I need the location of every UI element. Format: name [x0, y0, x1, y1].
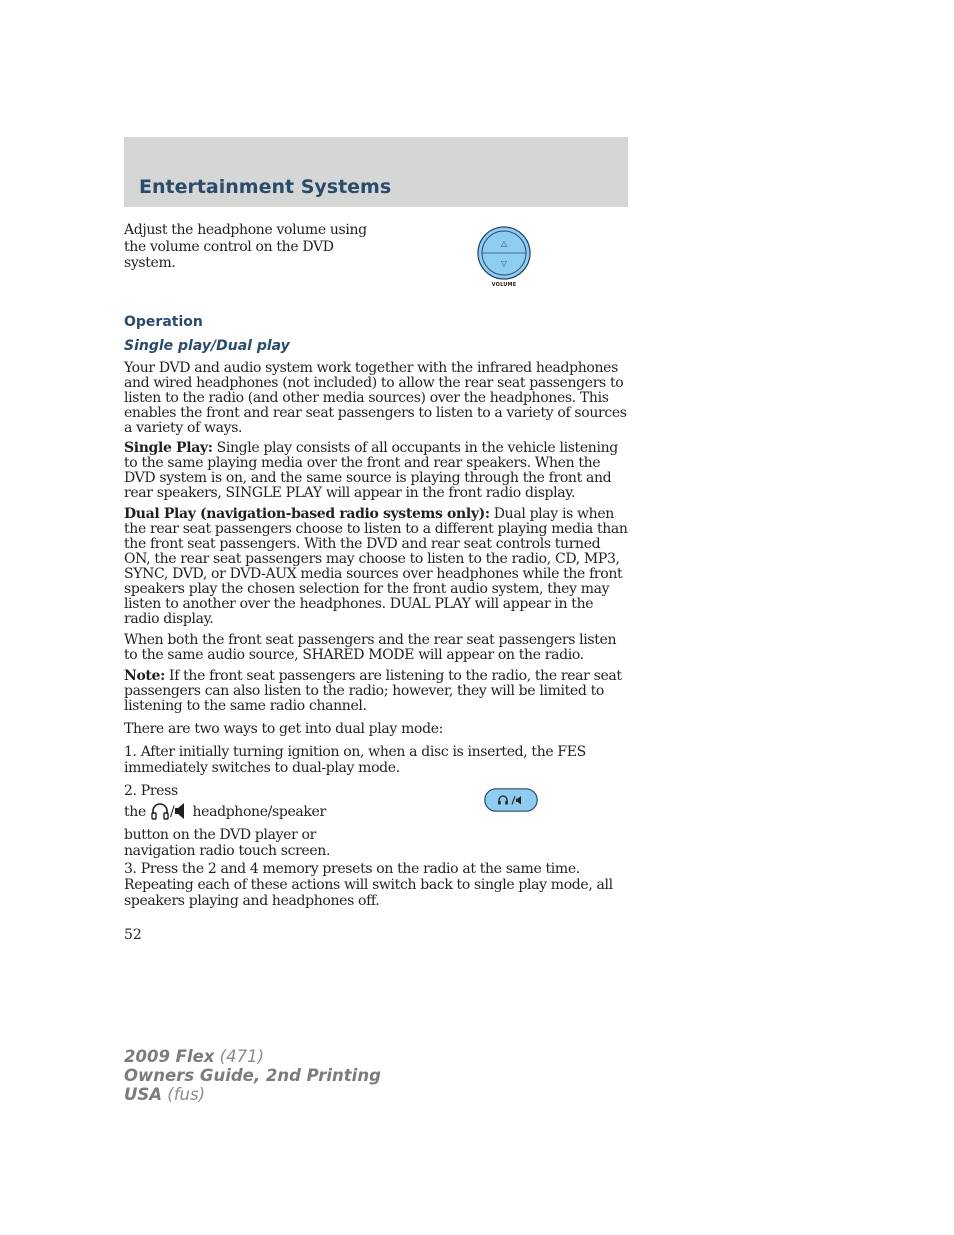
single-play-label: Single Play: [124, 440, 213, 456]
step-3: 3. Press the 2 and 4 memory presets on the radio at the same time. Repeating each of these actions will switch back to single play mode, all speakers playing and headphones off. [124, 861, 613, 909]
shared-mode-paragraph: When both the front seat passengers and the rear seat passengers listen to the same audio source, SHARED MODE will appear on the radio. [124, 632, 617, 663]
speaker-icon [174, 802, 188, 824]
note-label: Note: [124, 668, 165, 684]
volume-control-illustration [475, 225, 533, 291]
volume-down-icon: ▽ [500, 259, 508, 268]
section-header [124, 137, 628, 207]
operation-heading: Operation [124, 314, 203, 330]
step-2-line-1: 2. Press [124, 783, 178, 799]
two-ways-paragraph: There are two ways to get into dual play mode: [124, 721, 443, 737]
step-1: 1. After initially turning ignition on, when a disc is inserted, the FES immediately switches to dual-play mode. [124, 744, 586, 776]
intro-dual-play-paragraph: Your DVD and audio system work together with the infrared headphones and wired headphones (not included) to allow the rear seat passengers to listen to the radio (and other media sources) over the headphones. This enables the front and rear seat passengers to listen to a variety of sources a variety of ways. [124, 360, 627, 436]
headphone-speaker-button[interactable] [484, 788, 538, 812]
volume-label: VOLUME [491, 282, 517, 288]
footer [124, 1047, 381, 1104]
footer-line-3: USA (fus) [124, 1085, 206, 1104]
note-paragraph [124, 669, 629, 714]
step-2-line-2: the / headphone/speaker [124, 802, 374, 824]
button-speaker-icon [516, 799, 518, 803]
volume-up-icon: △ [500, 239, 508, 248]
single-dual-subheading: Single play/Dual play [124, 338, 290, 354]
volume-knob-icon [475, 225, 533, 283]
section-title: Entertainment Systems [139, 176, 392, 198]
dual-play-paragraph [124, 507, 629, 627]
intro-paragraph: Adjust the headphone volume using the volume control on the DVD system. [124, 222, 367, 271]
headphone-icon [150, 802, 170, 824]
page-number: 52 [124, 927, 142, 943]
dual-play-text: Dual play is when the rear seat passengers choose to listen to a different playing media than the front seat passengers. With the DVD and rear seat controls turned ON, the rear seat passengers may choose to listen to the radio, CD, MP3, SYNC, DVD, or DVD-AUX media sources over headphones while the front speakers play the chosen selection for the front audio system, they may listen to another over the headphones. DUAL PLAY will appear in the radio display. [124, 506, 628, 627]
footer-line-1: 2009 Flex (471) [124, 1047, 265, 1066]
footer-line-2: Owners Guide, 2nd Printing [124, 1066, 381, 1085]
step-2 [124, 783, 374, 859]
dual-play-label: Dual Play (navigation-based radio systems only): [124, 506, 490, 522]
step-2-line-3: button on the DVD player or navigation radio touch screen. [124, 827, 331, 859]
note-text: If the front seat passengers are listening to the radio, the rear seat passengers can also listen to the radio; however, they will be limited to listening to the same radio channel. [124, 668, 622, 714]
single-play-text: Single play consists of all occupants in the vehicle listening to the same playing media over the front and rear speakers. When the DVD system is on, and the same source is playing through the front and rear speakers, SINGLE PLAY will appear in the front radio display. [124, 440, 618, 501]
single-play-paragraph [124, 441, 629, 501]
